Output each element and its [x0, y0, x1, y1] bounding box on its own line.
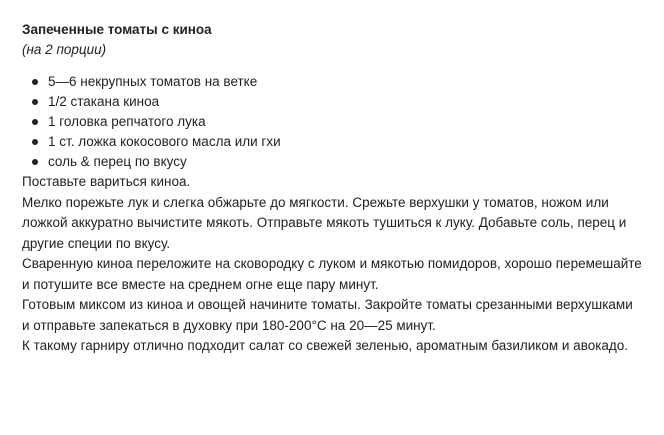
- recipe-servings: (на 2 порции): [22, 42, 107, 57]
- ingredient-item: 1/2 стакана киноа: [48, 92, 642, 112]
- recipe-title: Запеченные томаты с киноа: [22, 22, 212, 37]
- recipe-step-4: Готовым миксом из киноа и овощей начините томаты. Закройте томаты срезанными верхушками и отправьте запекаться в духовку при 180-200°C на 20—25 минут.: [22, 297, 633, 333]
- ingredient-item: 5—6 некрупных томатов на ветке: [48, 72, 642, 92]
- ingredient-item: 1 головка репчатого лука: [48, 112, 642, 132]
- ingredient-item: соль & перец по вкусу: [48, 152, 642, 172]
- recipe-step-3: Сваренную киноа переложите на сковородку с луком и мякотью помидоров, хорошо перемешайте и потушите все вместе на среднем огне еще пару минут.: [22, 256, 642, 292]
- recipe-step-1: Поставьте вариться киноа.: [22, 174, 191, 189]
- ingredient-item: 1 ст. ложка кокосового масла или гхи: [48, 132, 642, 152]
- recipe-step-2: Мелко порежьте лук и слегка обжарьте до мягкости. Срежьте верхушки у томатов, ножом или ложкой аккуратно вычистите мякоть. Отправьте мякоть тушиться к луку. Добавьте соль, перец и другие специи по вкусу.: [22, 194, 627, 251]
- ingredients-list: [22, 72, 642, 172]
- recipe-step-5: К такому гарниру отлично подходит салат со свежей зеленью, ароматным базиликом и авокадо.: [22, 338, 629, 353]
